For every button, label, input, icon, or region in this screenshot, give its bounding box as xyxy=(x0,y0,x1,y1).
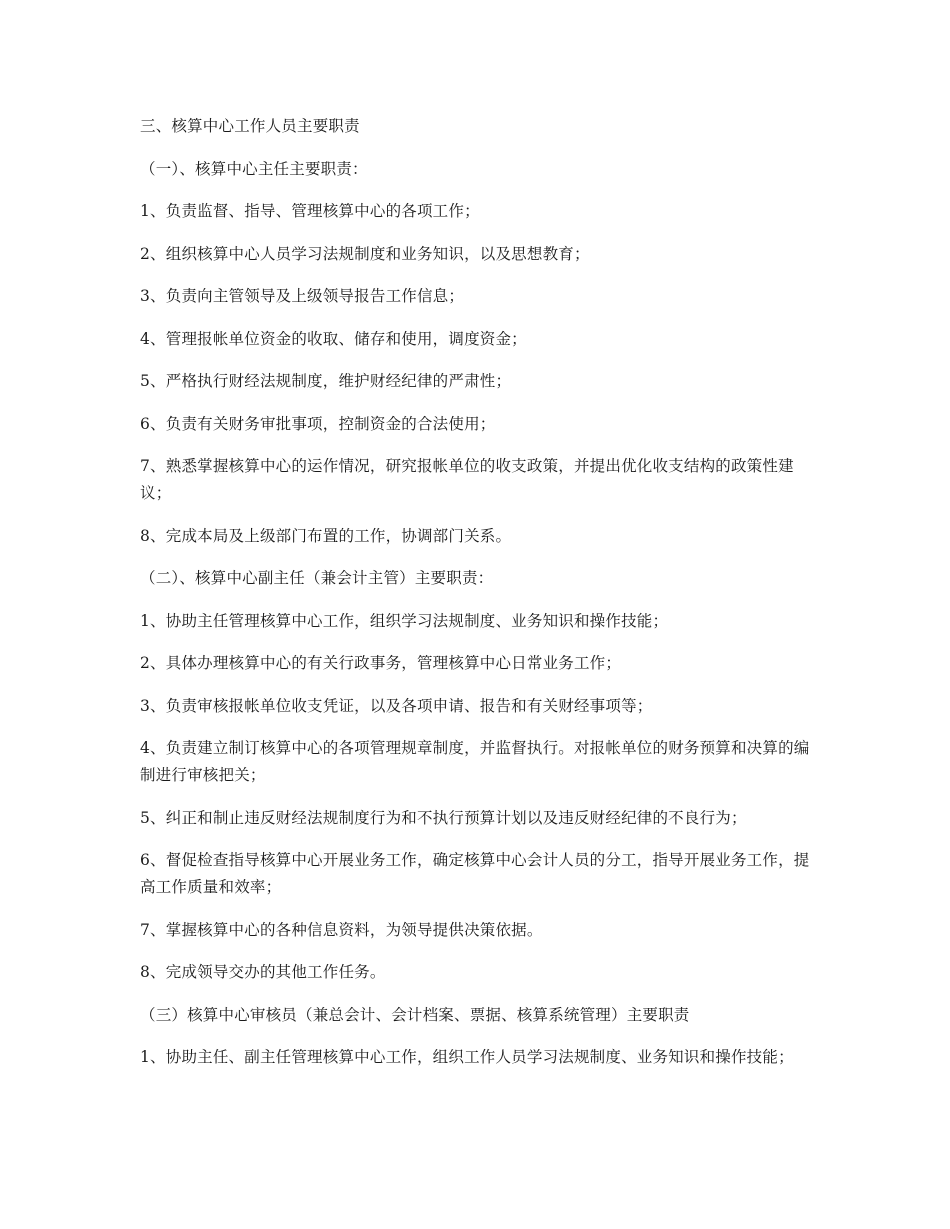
list-item: 8、完成本局及上级部门布置的工作，协调部门关系。 xyxy=(140,526,512,545)
list-item: 7、熟悉掌握核算中心的运作情况，研究报帐单位的收支政策，并提出优化收支结构的政策性建议； xyxy=(140,457,794,502)
list-item: 1、协助主任、副主任管理核算中心工作，组织工作人员学习法规制度、业务知识和操作技能； xyxy=(140,1048,794,1066)
list-item: 4、负责建立制订核算中心的各项管理规章制度，并监督执行。对报帐单位的财务预算和决算的编制进行审核把关； xyxy=(140,739,810,784)
list-item: 4、管理报帐单位资金的收取、储存和使用，调度资金； xyxy=(140,329,527,348)
document-title: 三、核算中心工作人员主要职责 xyxy=(140,117,360,135)
list-item: 6、督促检查指导核算中心开展业务工作，确定核算中心会计人员的分工，指导开展业务工作，提高工作质量和效率； xyxy=(140,851,810,896)
list-item: 1、协助主任管理核算中心工作，组织学习法规制度、业务知识和操作技能； xyxy=(140,611,669,630)
list-item: 5、纠正和制止违反财经法规制度行为和不执行预算计划以及违反财经纪律的不良行为； xyxy=(140,808,747,827)
list-item: 6、负责有关财务审批事项，控制资金的合法使用； xyxy=(140,414,496,433)
list-item: 8、完成领导交办的其他工作任务。 xyxy=(140,963,386,981)
section-heading-2: （二）、核算中心副主任（兼会计主管）主要职责： xyxy=(140,569,494,587)
list-item: 7、掌握核算中心的各种信息资料，为领导提供决策依据。 xyxy=(140,920,543,939)
list-item: 3、负责审核报帐单位收支凭证，以及各项申请、报告和有关财经事项等； xyxy=(140,696,653,715)
list-item: 5、严格执行财经法规制度，维护财经纪律的严肃性； xyxy=(140,372,512,390)
list-item: 2、组织核算中心人员学习法规制度和业务知识，以及思想教育； xyxy=(140,244,590,263)
list-item: 1、负责监督、指导、管理核算中心的各项工作； xyxy=(140,202,480,220)
list-item: 3、负责向主管领导及上级领导报告工作信息； xyxy=(140,287,465,305)
section-heading-1: （一）、核算中心主任主要职责： xyxy=(140,159,368,178)
list-item: 2、具体办理核算中心的有关行政事务，管理核算中心日常业务工作； xyxy=(140,654,622,672)
section-heading-3: （三）核算中心审核员（兼总会计、会计档案、票据、核算系统管理）主要职责 xyxy=(140,1005,690,1024)
document-body xyxy=(140,113,810,1087)
